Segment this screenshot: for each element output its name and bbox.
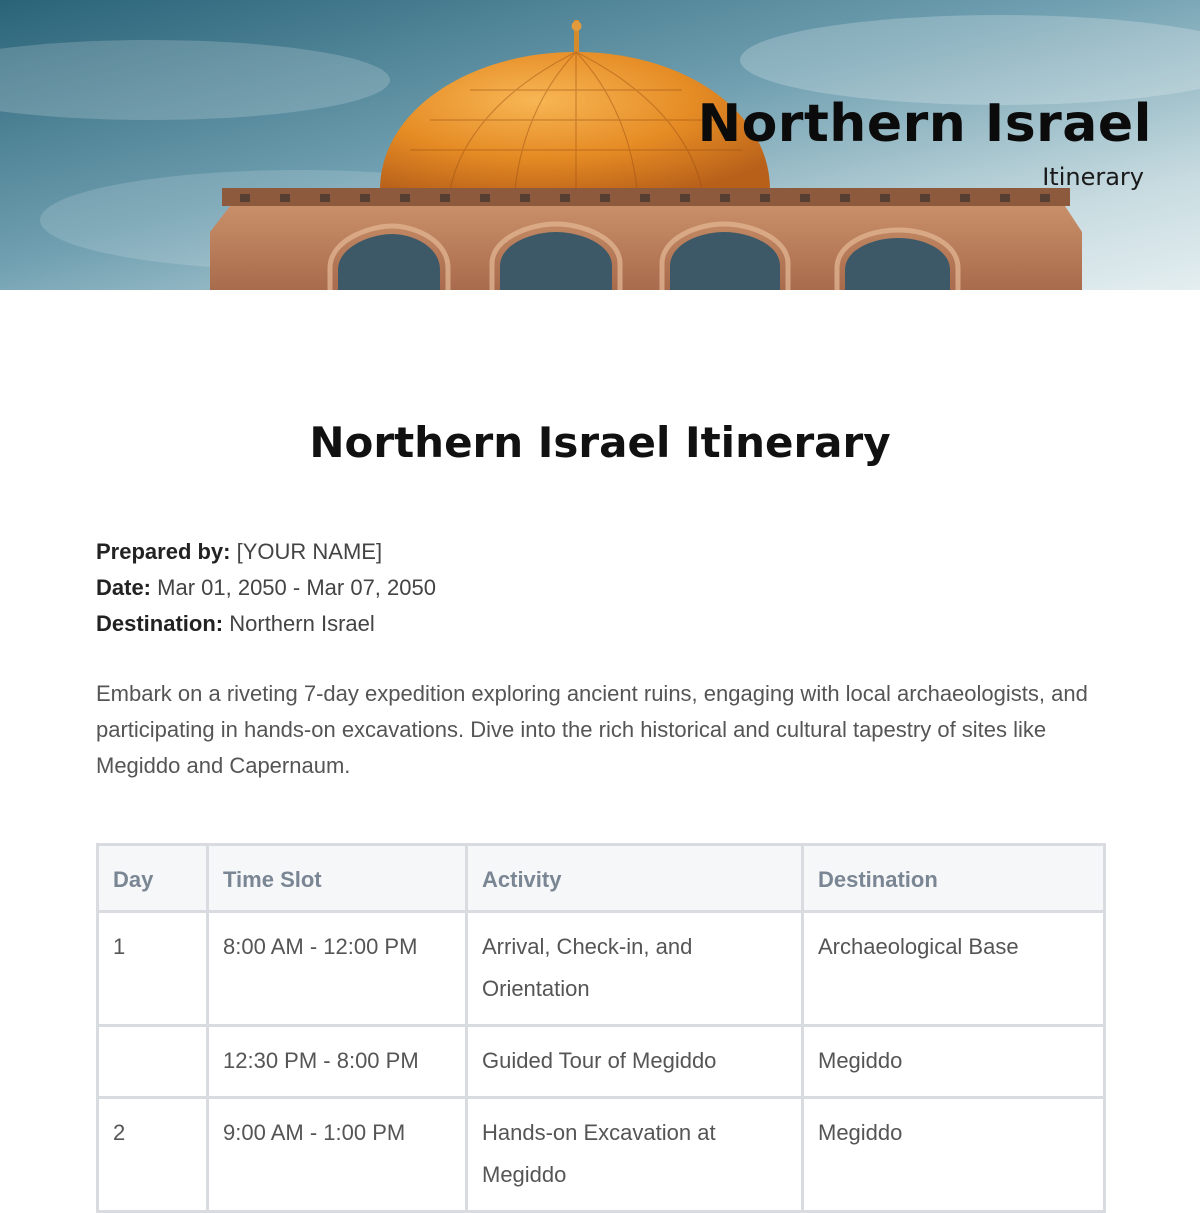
cell-destination: Archaeological Base (803, 912, 1105, 1026)
header-day: Day (98, 845, 208, 912)
cell-activity: Guided Tour of Megiddo (467, 1026, 803, 1098)
cell-destination: Megiddo (803, 1098, 1105, 1212)
itinerary-table (96, 843, 1106, 1213)
table-header-row (98, 845, 1105, 912)
banner-title: Northern Israel (697, 94, 1152, 154)
destination-row (96, 606, 436, 642)
date-row (96, 570, 436, 606)
cell-day (98, 1026, 208, 1098)
prepared-by-value: [YOUR NAME] (236, 539, 383, 564)
date-label: Date: (96, 575, 152, 600)
cell-destination: Megiddo (803, 1026, 1105, 1098)
table-row (98, 912, 1105, 1026)
prepared-by-row (96, 534, 436, 570)
destination-label: Destination: (96, 611, 224, 636)
document-meta (96, 534, 436, 642)
banner-subtitle: Itinerary (1042, 163, 1144, 191)
header-activity: Activity (467, 845, 803, 912)
cell-day: 1 (98, 912, 208, 1026)
cell-day: 2 (98, 1098, 208, 1212)
header-banner (0, 0, 1200, 290)
intro-paragraph: Embark on a riveting 7-day expedition exploring ancient ruins, engaging with local archaeologists, and participating in hands-on excavations. Dive into the rich historical and cultural tapestry of sites like Megiddo and Capernaum. (96, 681, 1088, 778)
cell-time-slot: 8:00 AM - 12:00 PM (208, 912, 467, 1026)
page-title: Northern Israel Itinerary (309, 418, 891, 467)
cell-time-slot: 12:30 PM - 8:00 PM (208, 1026, 467, 1098)
prepared-by-label: Prepared by: (96, 539, 231, 564)
date-value: Mar 01, 2050 - Mar 07, 2050 (157, 575, 436, 600)
itinerary-table-wrapper (96, 843, 1103, 1213)
header-time-slot: Time Slot (208, 845, 467, 912)
cell-activity: Hands-on Excavation at Megiddo (467, 1098, 803, 1212)
destination-value: Northern Israel (229, 611, 375, 636)
cell-time-slot: 9:00 AM - 1:00 PM (208, 1098, 467, 1212)
table-row (98, 1026, 1105, 1098)
cell-activity: Arrival, Check-in, and Orientation (467, 912, 803, 1026)
header-destination: Destination (803, 845, 1105, 912)
table-row (98, 1098, 1105, 1212)
